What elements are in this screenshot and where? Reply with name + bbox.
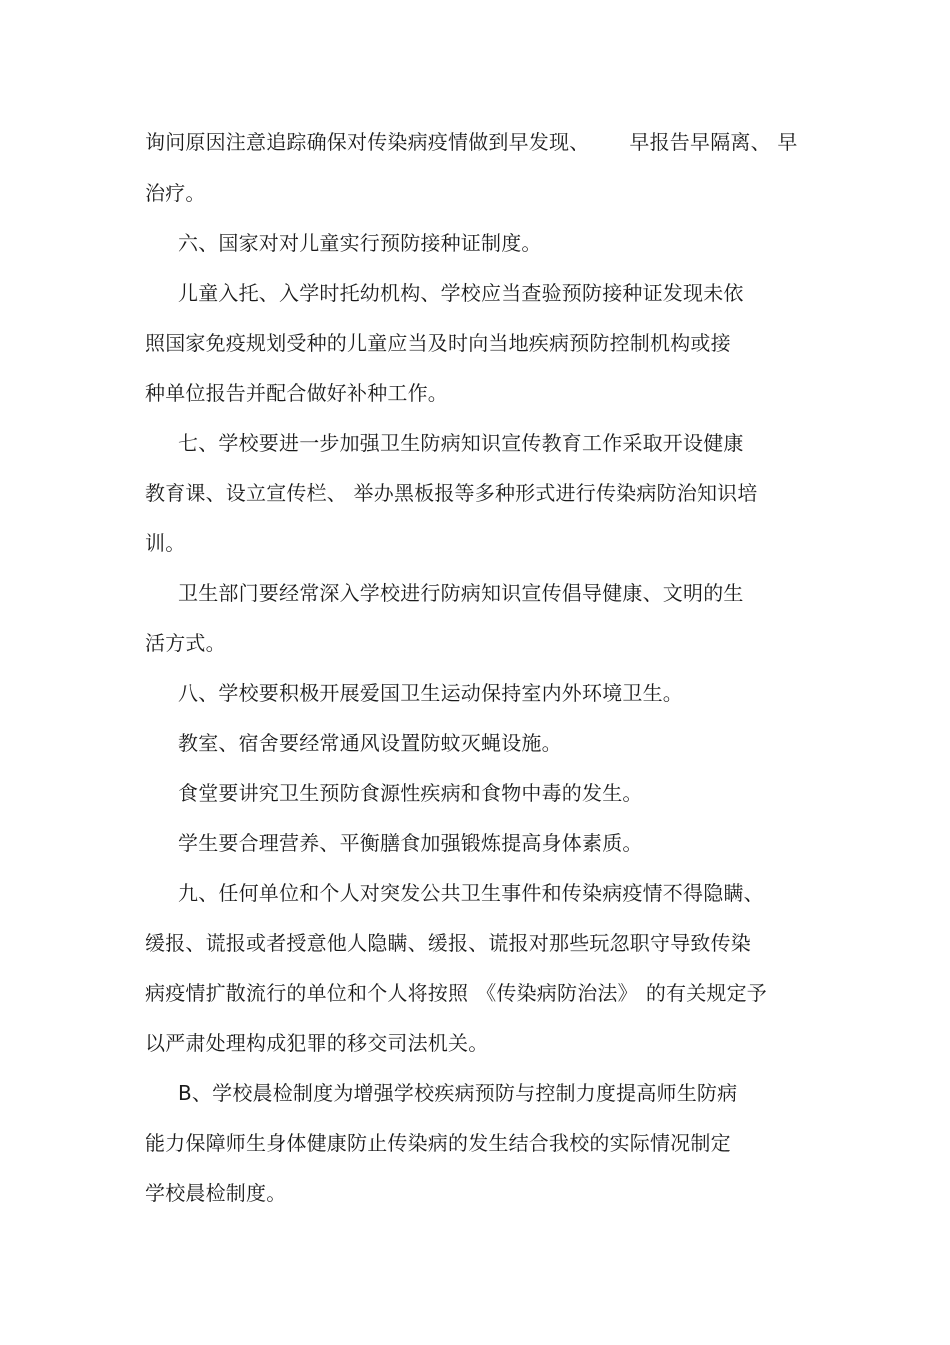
text-line: 治疗。 bbox=[145, 181, 206, 205]
text-line: 种单位报告并配合做好补种工作。 bbox=[145, 381, 448, 405]
section-heading: B、学校晨检制度为增强学校疾病预防与控制力度提高师生防病 bbox=[178, 1081, 738, 1105]
text-line: 以严肃处理构成犯罪的移交司法机关。 bbox=[145, 1031, 489, 1055]
text-line bbox=[145, 981, 767, 1005]
text-line: 教室、宿舍要经常通风设置防蚊灭蝇设施。 bbox=[178, 731, 562, 755]
text-segment: 询问原因注意追踪确保对传染病疫情做到早发现、 bbox=[145, 130, 590, 154]
text-line: 活方式。 bbox=[145, 631, 226, 655]
section-heading: 七、学校要进一步加强卫生防病知识宣传教育工作采取开设健康 bbox=[178, 431, 744, 455]
text-line: 食堂要讲究卫生预防食源性疾病和食物中毒的发生。 bbox=[178, 781, 643, 805]
law-title: 《传染病防治法》 bbox=[476, 981, 638, 1005]
text-segment: 病疫情扩散流行的单位和个人将按照 bbox=[145, 981, 469, 1005]
text-line: 学校晨检制度。 bbox=[145, 1181, 287, 1205]
section-heading: 九、任何单位和个人对突发公共卫生事件和传染病疫情不得隐瞒、 bbox=[178, 881, 764, 905]
text-segment: 的有关规定予 bbox=[645, 981, 768, 1005]
text-line: 教育课、设立宣传栏、 举办黑板报等多种形式进行传染病防治知识培 bbox=[145, 481, 758, 505]
section-heading: 六、国家对对儿童实行预防接种证制度。 bbox=[178, 231, 542, 255]
text-line: 学生要合理营养、平衡膳食加强锻炼提高身体素质。 bbox=[178, 831, 643, 855]
text-line: 卫生部门要经常深入学校进行防病知识宣传倡导健康、文明的生 bbox=[178, 581, 744, 605]
text-segment: 早报告早隔离、 早 bbox=[629, 130, 798, 154]
section-heading: 八、学校要积极开展爱国卫生运动保持室内外环境卫生。 bbox=[178, 681, 683, 705]
text-line: 缓报、谎报或者授意他人隐瞒、缓报、谎报对那些玩忽职守导致传染 bbox=[145, 931, 751, 955]
text-line bbox=[145, 130, 798, 154]
text-line: 训。 bbox=[145, 531, 186, 555]
text-line: 儿童入托、入学时托幼机构、学校应当查验预防接种证发现未依 bbox=[178, 281, 744, 305]
text-line: 能力保障师生身体健康防止传染病的发生结合我校的实际情况制定 bbox=[145, 1131, 731, 1155]
text-line: 照国家免疫规划受种的儿童应当及时向当地疾病预防控制机构或接 bbox=[145, 331, 731, 355]
